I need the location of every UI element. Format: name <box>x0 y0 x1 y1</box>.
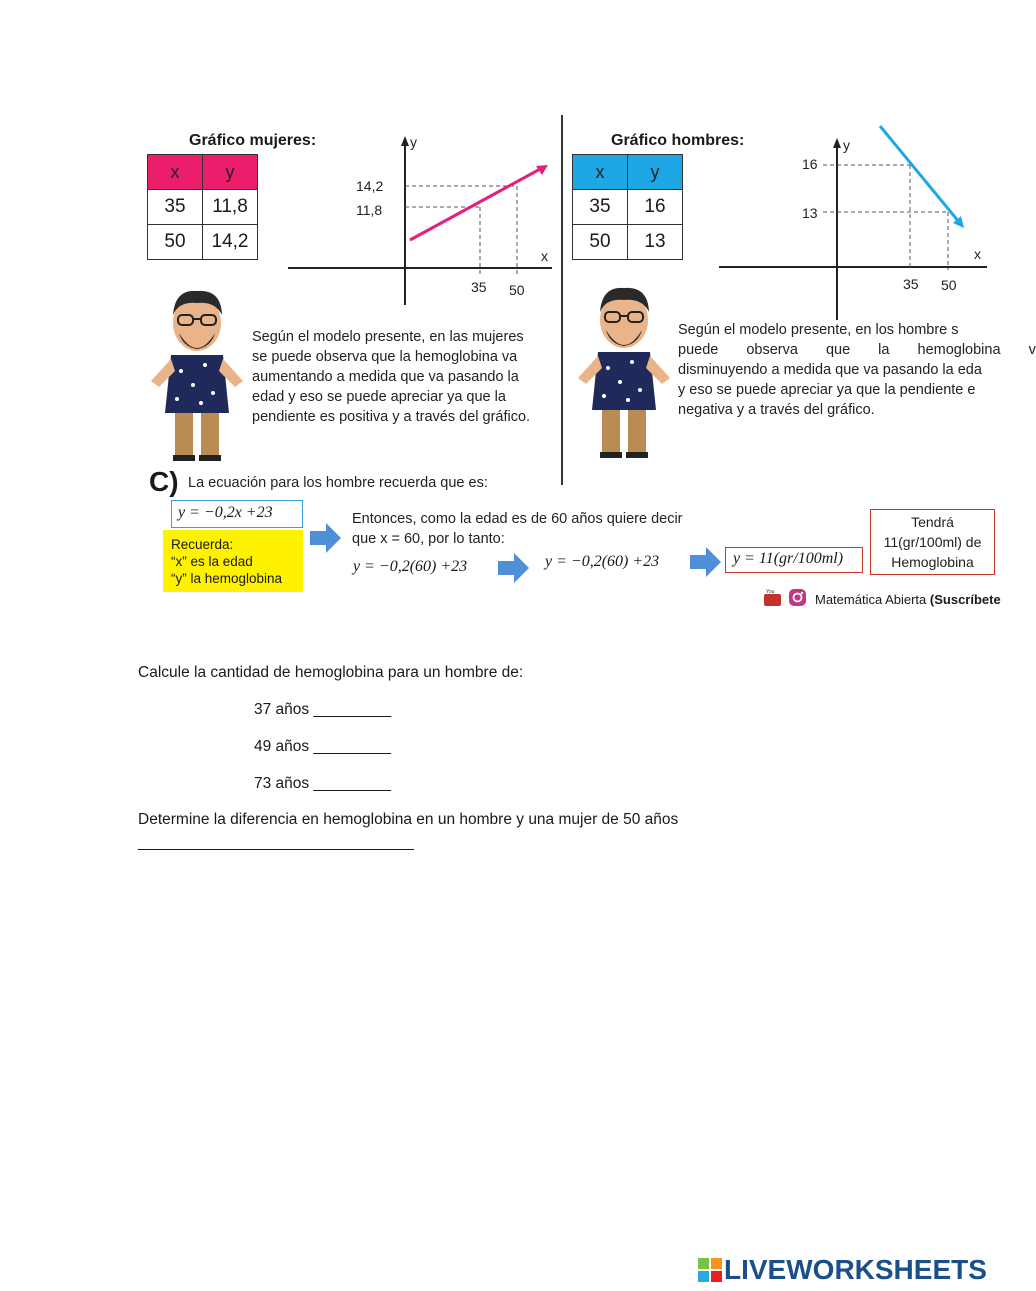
credit-name: Matemática Abierta <box>815 592 927 607</box>
women-explanation-line: se puede observa que la hemoglobina va <box>252 349 518 365</box>
men-explanation-line: negativa y a través del gráfico. <box>678 402 875 418</box>
men-table-header-y: y <box>628 155 683 190</box>
tendra-line: Hemoglobina <box>891 554 974 570</box>
men-explanation-line: puede observa que la hemoglobina v <box>678 342 1036 358</box>
credit-subscribe: (Suscríbete <box>929 592 1001 607</box>
recuerda-line: “y” la hemoglobina <box>171 571 283 586</box>
teacher-illustration <box>572 282 677 462</box>
tendra-line: Tendrá <box>911 514 954 530</box>
section-divider <box>561 115 563 485</box>
women-axis-x-label: x <box>541 248 548 264</box>
women-table-cell: 35 <box>148 190 203 225</box>
tendra-box <box>870 509 995 575</box>
men-graph-title: Gráfico hombres: <box>611 132 745 149</box>
recuerda-line: “x” es la edad <box>171 554 253 569</box>
section-c-intro: La ecuación para los hombre recuerda que es: <box>188 475 488 491</box>
women-table-header-x: x <box>148 155 203 190</box>
arrow-right-icon <box>310 522 342 554</box>
women-graph-title: Gráfico mujeres: <box>189 132 317 149</box>
recuerda-note <box>163 530 303 592</box>
women-explanation <box>252 327 550 427</box>
arrow-right-icon <box>690 546 722 578</box>
men-explanation-line: Según el modelo presente, en los hombre s <box>678 322 959 338</box>
women-y-tick: 11,8 <box>356 202 383 218</box>
women-y-tick: 14,2 <box>356 178 384 194</box>
question-2: Determine la diferencia en hemoglobina en un hombre y una mujer de 50 años <box>138 811 679 828</box>
men-trend-line <box>880 126 959 222</box>
credit-text <box>815 592 1000 607</box>
equation-text: y = −0,2x +23 <box>178 504 273 521</box>
teacher-illustration <box>145 285 250 465</box>
men-explanation <box>678 320 1036 420</box>
men-x-tick: 35 <box>903 276 919 292</box>
entonces-line: Entonces, como la edad es de 60 años quiere decir <box>352 511 683 527</box>
men-table-cell: 50 <box>573 225 628 260</box>
women-table-header-y: y <box>203 155 258 190</box>
women-x-tick: 50 <box>509 282 525 298</box>
women-axis-y-label: y <box>410 134 417 150</box>
men-graph <box>715 120 995 325</box>
women-explanation-line: aumentando a medida que va pasando la <box>252 369 519 385</box>
men-x-tick: 50 <box>941 277 957 293</box>
step1-equation: y = −0,2(60) +23 <box>353 558 468 575</box>
tendra-line: 11(gr/100ml) de <box>883 534 982 550</box>
women-explanation-line: pendiente es positiva y a través del gráfico. <box>252 409 531 425</box>
women-table-cell: 14,2 <box>203 225 258 260</box>
entonces-text <box>352 509 683 549</box>
age-answer-37[interactable]: 37 años _________ <box>254 701 392 718</box>
section-c-letter: C) <box>149 466 179 497</box>
men-axis-y-label: y <box>843 137 850 153</box>
liveworksheets-logo-icon <box>698 1258 722 1282</box>
recuerda-line: Recuerda: <box>171 537 234 552</box>
age-answer-49[interactable]: 49 años _________ <box>254 738 392 755</box>
entonces-line: que x = 60, por lo tanto: <box>352 531 505 547</box>
youtube-icon <box>764 588 781 607</box>
women-table <box>147 154 258 260</box>
men-axis-x-label: x <box>974 246 981 262</box>
men-y-tick: 16 <box>802 156 818 172</box>
instagram-icon <box>788 588 807 607</box>
men-table-cell: 35 <box>573 190 628 225</box>
women-explanation-line: Según el modelo presente, en las mujeres <box>252 329 524 345</box>
question-1: Calcule la cantidad de hemoglobina para un hombre de: <box>138 664 524 681</box>
question-2-answer-line[interactable]: ________________________________ <box>138 834 414 851</box>
men-table-header-x: x <box>573 155 628 190</box>
svg-text:You: You <box>766 589 775 595</box>
result-box <box>725 547 863 573</box>
women-x-tick: 35 <box>471 279 487 295</box>
men-explanation-line: disminuyendo a medida que va pasando la eda <box>678 362 982 378</box>
women-trend-line <box>410 168 542 240</box>
women-table-cell: 11,8 <box>203 190 258 225</box>
equation-box <box>171 500 303 528</box>
women-table-cell: 50 <box>148 225 203 260</box>
age-answer-73[interactable]: 73 años _________ <box>254 775 392 792</box>
women-explanation-line: edad y eso se puede apreciar ya que la <box>252 389 506 405</box>
result-text: y = 11(gr/100ml) <box>733 550 844 567</box>
step2-equation: y = −0,2(60) +23 <box>545 553 660 570</box>
men-table <box>572 154 683 260</box>
men-y-tick: 13 <box>802 205 818 221</box>
men-table-cell: 16 <box>628 190 683 225</box>
men-table-cell: 13 <box>628 225 683 260</box>
arrow-right-icon <box>498 552 530 584</box>
men-explanation-line: y eso se puede apreciar ya que la pendiente e <box>678 382 976 398</box>
liveworksheets-brand: LIVEWORKSHEETS <box>724 1254 987 1285</box>
